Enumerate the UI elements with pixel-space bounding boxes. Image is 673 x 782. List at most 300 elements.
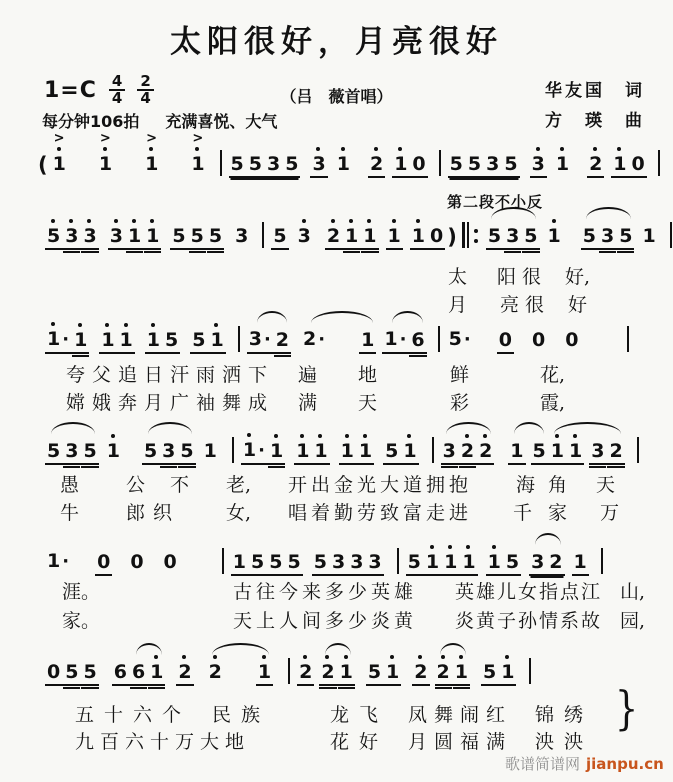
octave-dot bbox=[316, 147, 320, 151]
lyric-text: 满 bbox=[298, 392, 318, 414]
note-digit: 5 bbox=[287, 551, 301, 573]
lyric-text: 女, bbox=[226, 502, 252, 524]
beam-group bbox=[162, 552, 179, 576]
note bbox=[276, 330, 289, 350]
octave-dot bbox=[363, 434, 367, 438]
lyric-text: 地 bbox=[358, 364, 378, 386]
note-digit: 1 bbox=[314, 440, 328, 462]
note bbox=[65, 662, 78, 682]
octave-dot bbox=[154, 655, 158, 659]
beam-group bbox=[202, 441, 219, 465]
repeat-dots bbox=[474, 229, 478, 248]
beam-group bbox=[383, 441, 418, 465]
lyric-text: 霞, bbox=[540, 392, 566, 414]
note bbox=[145, 131, 159, 175]
note-digit: 1 bbox=[336, 153, 350, 175]
beam-group bbox=[145, 330, 180, 354]
music-line-6 bbox=[45, 658, 538, 686]
note bbox=[368, 552, 381, 572]
note-digit: 1 bbox=[146, 225, 160, 247]
watermark-site-name: 歌谱简谱网 bbox=[505, 755, 581, 773]
note-digit: 6 bbox=[411, 329, 425, 351]
beam-group bbox=[325, 226, 379, 250]
note-digit: 3 bbox=[65, 225, 79, 247]
octave-dot bbox=[87, 219, 91, 223]
lyric-text: 锦绣 bbox=[535, 704, 594, 726]
note-digit: 5 bbox=[532, 440, 546, 462]
note-digit: 2 bbox=[299, 661, 313, 683]
note-digit: 1 bbox=[642, 225, 656, 247]
accent-icon: > bbox=[192, 131, 204, 146]
barline bbox=[670, 222, 672, 248]
note bbox=[368, 662, 381, 682]
note bbox=[426, 552, 439, 572]
note-digit: 0 bbox=[412, 153, 426, 175]
note-digit: 1 bbox=[363, 225, 377, 247]
note-digit: 5 bbox=[487, 225, 502, 247]
note bbox=[574, 552, 587, 572]
octave-dot bbox=[51, 219, 55, 223]
octave-dot bbox=[124, 323, 128, 327]
note-digit: 3 bbox=[350, 551, 364, 573]
note-digit: 3 bbox=[506, 225, 520, 247]
beam-group bbox=[508, 441, 525, 465]
augmentation-dot: · bbox=[399, 329, 407, 350]
note bbox=[312, 154, 325, 174]
rest-note bbox=[47, 662, 60, 682]
slur-arc bbox=[446, 422, 490, 434]
beam-group bbox=[589, 441, 624, 465]
beam-group bbox=[45, 551, 71, 576]
note bbox=[549, 552, 562, 572]
note-digit: 1 bbox=[150, 661, 164, 683]
octave-dot bbox=[69, 219, 73, 223]
note bbox=[345, 226, 358, 246]
note-digit: 5 bbox=[524, 225, 538, 247]
note bbox=[120, 330, 133, 350]
octave-dot bbox=[367, 219, 371, 223]
note-digit: 1 bbox=[573, 551, 587, 573]
slur-arc bbox=[148, 422, 192, 434]
note bbox=[403, 441, 416, 461]
note bbox=[165, 330, 178, 350]
octave-dot bbox=[78, 323, 82, 327]
note-digit: 5 bbox=[251, 551, 265, 573]
lyric-text: 园, bbox=[620, 610, 646, 632]
slur-arc bbox=[325, 643, 351, 655]
beam-group bbox=[410, 226, 445, 250]
note-digit: 3 bbox=[486, 153, 500, 175]
note-digit: 2 bbox=[275, 329, 290, 351]
second-verse-annotation: 第二段不小反 bbox=[447, 193, 544, 211]
note bbox=[210, 330, 223, 350]
beam-group bbox=[296, 226, 313, 250]
note-digit: 5 bbox=[180, 440, 194, 462]
note-digit: 3 bbox=[531, 551, 545, 573]
note bbox=[411, 330, 424, 350]
note bbox=[52, 131, 66, 175]
lyric-text: 万 bbox=[600, 502, 620, 524]
note-digit: 3 bbox=[235, 225, 249, 247]
note bbox=[443, 441, 456, 461]
octave-dot bbox=[149, 147, 153, 151]
note-digit: 6 bbox=[113, 661, 127, 683]
barline bbox=[627, 326, 629, 352]
note bbox=[589, 154, 602, 174]
octave-dot bbox=[483, 434, 487, 438]
beam-group bbox=[386, 226, 403, 250]
note-digit: 1 bbox=[454, 661, 468, 683]
augmentation-dot: · bbox=[463, 329, 471, 350]
beam-group bbox=[435, 662, 470, 686]
note bbox=[370, 154, 383, 174]
first-singer-subtitle: （吕 薇首唱） bbox=[280, 87, 393, 106]
time-sig-2-denominator: 4 bbox=[140, 89, 151, 107]
lyric-text: 太 bbox=[448, 266, 468, 288]
note-digit: 1 bbox=[394, 153, 408, 175]
octave-dot bbox=[151, 323, 155, 327]
watermark bbox=[505, 753, 664, 774]
accent-icon: > bbox=[53, 131, 65, 146]
lyric-text: 涯。 bbox=[62, 581, 101, 603]
beam-group bbox=[481, 662, 516, 686]
lyric-text: 千 bbox=[513, 502, 533, 524]
lyrics-brace: } bbox=[614, 681, 639, 735]
note-digit: 1 bbox=[340, 440, 354, 462]
octave-dot bbox=[430, 545, 434, 549]
repeat-dot bbox=[474, 229, 478, 233]
note bbox=[114, 662, 127, 682]
lyric-text: 月圆福满 bbox=[408, 731, 513, 753]
note bbox=[235, 226, 248, 246]
octave-dot bbox=[416, 219, 420, 223]
note-digit: 1 bbox=[145, 153, 159, 175]
note-digit: 0 bbox=[429, 225, 444, 247]
beam-group bbox=[231, 552, 303, 576]
barline bbox=[288, 658, 290, 684]
octave-dot bbox=[51, 322, 55, 326]
octave-dot bbox=[274, 434, 278, 438]
watermark-site-url: jianpu.cn bbox=[586, 755, 664, 773]
lyric-text: 凤舞闹红 bbox=[408, 704, 513, 726]
note-digit: 0 bbox=[163, 551, 177, 573]
time-sig-2-numerator: 2 bbox=[137, 74, 153, 91]
note-digit: 3 bbox=[601, 225, 615, 247]
note bbox=[98, 131, 113, 175]
note-digit: 2 bbox=[414, 661, 428, 683]
note-digit: 1 bbox=[127, 225, 142, 247]
note bbox=[270, 441, 283, 461]
beam-group bbox=[256, 662, 273, 686]
beam-group bbox=[572, 552, 589, 576]
note bbox=[178, 662, 191, 682]
octave-dot bbox=[505, 655, 509, 659]
beam-group bbox=[441, 441, 495, 465]
augmentation-dot: · bbox=[258, 440, 265, 461]
note bbox=[47, 441, 60, 461]
note bbox=[461, 441, 474, 461]
note bbox=[101, 330, 114, 350]
accent-icon: > bbox=[99, 131, 111, 146]
note bbox=[243, 440, 265, 461]
slur-arc bbox=[136, 643, 162, 655]
barline bbox=[397, 548, 399, 574]
note bbox=[556, 154, 569, 174]
note-digit: 5 bbox=[165, 329, 179, 351]
note-digit: 3 bbox=[248, 328, 262, 350]
note-digit: 1 bbox=[487, 551, 501, 573]
beam-group bbox=[247, 329, 291, 354]
note-digit: 1 bbox=[269, 440, 284, 462]
note-digit: 1 bbox=[361, 329, 375, 351]
note bbox=[359, 441, 372, 461]
lyric-text: 五十六个 bbox=[75, 704, 192, 726]
note bbox=[548, 226, 561, 246]
beam-group bbox=[563, 330, 580, 354]
beam-group bbox=[229, 154, 301, 178]
note-digit: 5 bbox=[505, 551, 520, 573]
octave-dot bbox=[573, 434, 577, 438]
note bbox=[609, 441, 622, 461]
note-digit: 1 bbox=[210, 329, 224, 351]
note bbox=[150, 662, 163, 682]
barline bbox=[262, 222, 264, 248]
note-digit: 5 bbox=[143, 440, 158, 462]
octave-dot bbox=[303, 655, 307, 659]
note-digit: 1 bbox=[358, 440, 373, 462]
note-digit: 2 bbox=[208, 661, 222, 683]
beam-group bbox=[640, 226, 657, 250]
lyric-text: 不 bbox=[170, 474, 190, 496]
note bbox=[488, 226, 501, 246]
note bbox=[619, 226, 632, 246]
note-digit: 0 bbox=[130, 551, 144, 573]
lyric-text: 古往今来多少英雄 bbox=[233, 581, 418, 603]
note bbox=[251, 552, 264, 572]
note-digit: 1 bbox=[257, 661, 272, 683]
octave-dot bbox=[262, 655, 266, 659]
beam-group bbox=[581, 226, 635, 250]
note bbox=[128, 226, 141, 246]
note bbox=[249, 329, 271, 350]
barline bbox=[232, 437, 234, 463]
note-digit: 5 bbox=[504, 153, 518, 175]
note bbox=[483, 662, 496, 682]
note-digit: 5 bbox=[449, 153, 463, 175]
note-digit: 3 bbox=[267, 153, 281, 175]
barline bbox=[222, 548, 224, 574]
note-digit: 1 bbox=[613, 153, 627, 175]
note bbox=[209, 226, 222, 246]
rest-note bbox=[532, 330, 545, 350]
note-digit: 1 bbox=[387, 225, 401, 247]
note-digit: 1 bbox=[98, 153, 113, 175]
note-digit: 1 bbox=[74, 329, 88, 351]
barline bbox=[432, 437, 434, 463]
note bbox=[204, 441, 217, 461]
lyric-text: 角 bbox=[548, 474, 568, 496]
octave-dot bbox=[344, 655, 348, 659]
note-digit: 3 bbox=[312, 153, 326, 175]
note-digit: 3 bbox=[331, 551, 346, 573]
beam-group bbox=[233, 226, 250, 250]
note bbox=[209, 662, 222, 682]
note bbox=[551, 441, 564, 461]
note-digit: 1 bbox=[550, 440, 564, 462]
note bbox=[180, 441, 193, 461]
beam-group bbox=[366, 662, 401, 686]
lyric-text: 郎织 bbox=[126, 502, 181, 524]
beam-group bbox=[546, 226, 563, 250]
note-digit: 5 bbox=[248, 153, 263, 175]
accent-icon: > bbox=[146, 131, 157, 146]
note bbox=[533, 441, 546, 461]
note bbox=[83, 441, 96, 461]
beam-group bbox=[554, 154, 571, 178]
note bbox=[299, 662, 312, 682]
repeat-sign bbox=[462, 222, 478, 248]
note-digit: 3 bbox=[368, 551, 382, 573]
note-digit: 5 bbox=[619, 225, 633, 247]
octave-dot bbox=[105, 323, 109, 327]
augmentation-dot: · bbox=[318, 329, 326, 350]
note bbox=[296, 441, 309, 461]
octave-dot bbox=[349, 219, 353, 223]
note-digit: 3 bbox=[531, 153, 545, 175]
note bbox=[146, 226, 159, 246]
beam-group bbox=[45, 329, 89, 354]
key-signature: 1=C bbox=[44, 77, 97, 103]
beam-group bbox=[368, 154, 385, 178]
note-digit: 5 bbox=[482, 661, 497, 683]
octave-dot bbox=[103, 147, 107, 151]
note-digit: 5 bbox=[192, 329, 206, 351]
octave-dot bbox=[593, 147, 597, 151]
expression-marking: 充满喜悦、大气 bbox=[165, 112, 278, 131]
slur-arc bbox=[514, 422, 544, 434]
note bbox=[267, 154, 280, 174]
slur-arc bbox=[257, 311, 288, 323]
note-digit: 2 bbox=[609, 440, 623, 462]
note bbox=[321, 662, 334, 682]
slur-arc bbox=[586, 207, 630, 219]
beam-group bbox=[207, 662, 224, 686]
note bbox=[601, 226, 614, 246]
note-digit: 1 bbox=[386, 661, 400, 683]
lyric-text: 家 bbox=[548, 502, 568, 524]
lyric-text: 炎黄子孙情系故 bbox=[455, 610, 603, 632]
lyricist-credit: 华友国 词 bbox=[545, 81, 645, 101]
note bbox=[408, 552, 421, 572]
note bbox=[412, 226, 425, 246]
note-digit: 5 bbox=[190, 225, 204, 247]
note bbox=[83, 226, 96, 246]
song-title: 太阳很好，月亮很好 bbox=[170, 24, 503, 60]
tempo-marking: 每分钟106拍 bbox=[42, 112, 140, 131]
lyric-text: 好 bbox=[568, 294, 588, 316]
beam-group bbox=[530, 330, 547, 354]
time-sig-1-numerator: 4 bbox=[109, 74, 125, 91]
note bbox=[83, 662, 96, 682]
beam-group bbox=[412, 662, 429, 686]
beam-group bbox=[241, 440, 285, 465]
note-digit: 5 bbox=[273, 225, 287, 247]
beam-group bbox=[531, 441, 585, 465]
lyric-text: 天 bbox=[358, 392, 378, 414]
octave-dot bbox=[341, 147, 345, 151]
note-digit: 1 bbox=[547, 225, 561, 247]
note bbox=[583, 226, 596, 246]
lyric-text: 花, bbox=[540, 364, 566, 386]
beam-group bbox=[611, 154, 646, 178]
note bbox=[455, 662, 468, 682]
note-digit: 5 bbox=[313, 551, 327, 573]
note-digit: 2 bbox=[436, 661, 450, 683]
octave-dot bbox=[111, 434, 115, 438]
note-digit: 1 bbox=[510, 440, 524, 462]
beam-group bbox=[108, 226, 162, 250]
beam-group bbox=[45, 226, 99, 250]
beam-group bbox=[45, 662, 99, 686]
octave-dot bbox=[114, 219, 118, 223]
note bbox=[231, 154, 244, 174]
octave-dot bbox=[390, 655, 394, 659]
beam-group bbox=[95, 552, 112, 576]
note-digit: 1 bbox=[569, 440, 583, 462]
note-digit: 5 bbox=[83, 440, 97, 462]
octave-dot bbox=[560, 147, 564, 151]
note bbox=[388, 226, 401, 246]
note bbox=[144, 441, 157, 461]
octave-dot bbox=[459, 655, 463, 659]
note bbox=[524, 226, 537, 246]
note-digit: 5 bbox=[65, 661, 79, 683]
note bbox=[486, 154, 499, 174]
note bbox=[437, 662, 450, 682]
beam-group bbox=[497, 330, 514, 354]
slur-arc bbox=[311, 311, 373, 323]
octave-dot bbox=[552, 219, 556, 223]
note-digit: 1 bbox=[403, 440, 417, 462]
note bbox=[285, 154, 298, 174]
note-digit: 5 bbox=[385, 440, 399, 462]
note-digit: 5 bbox=[47, 225, 61, 247]
beam-group bbox=[382, 329, 426, 354]
slur-arc bbox=[535, 533, 561, 545]
note bbox=[303, 329, 325, 350]
close-paren: ) bbox=[447, 225, 457, 249]
note-digit: 1 bbox=[242, 439, 257, 461]
note bbox=[361, 330, 374, 350]
barline bbox=[238, 326, 240, 352]
note-digit: 2 bbox=[589, 153, 603, 175]
beam-group bbox=[294, 441, 329, 465]
note-digit: 2 bbox=[369, 153, 384, 175]
note bbox=[337, 154, 350, 174]
barline bbox=[439, 150, 441, 176]
note bbox=[384, 329, 406, 350]
octave-dot bbox=[318, 434, 322, 438]
octave-dot bbox=[466, 545, 470, 549]
lyric-text: 亮很 bbox=[500, 294, 551, 316]
barline bbox=[637, 437, 639, 463]
repeat-bar-thin bbox=[467, 222, 469, 248]
lyric-text: 彩 bbox=[450, 392, 470, 414]
note-digit: 5 bbox=[367, 661, 382, 683]
note bbox=[462, 552, 475, 572]
note bbox=[504, 154, 517, 174]
note-digit: 1 bbox=[462, 551, 476, 573]
